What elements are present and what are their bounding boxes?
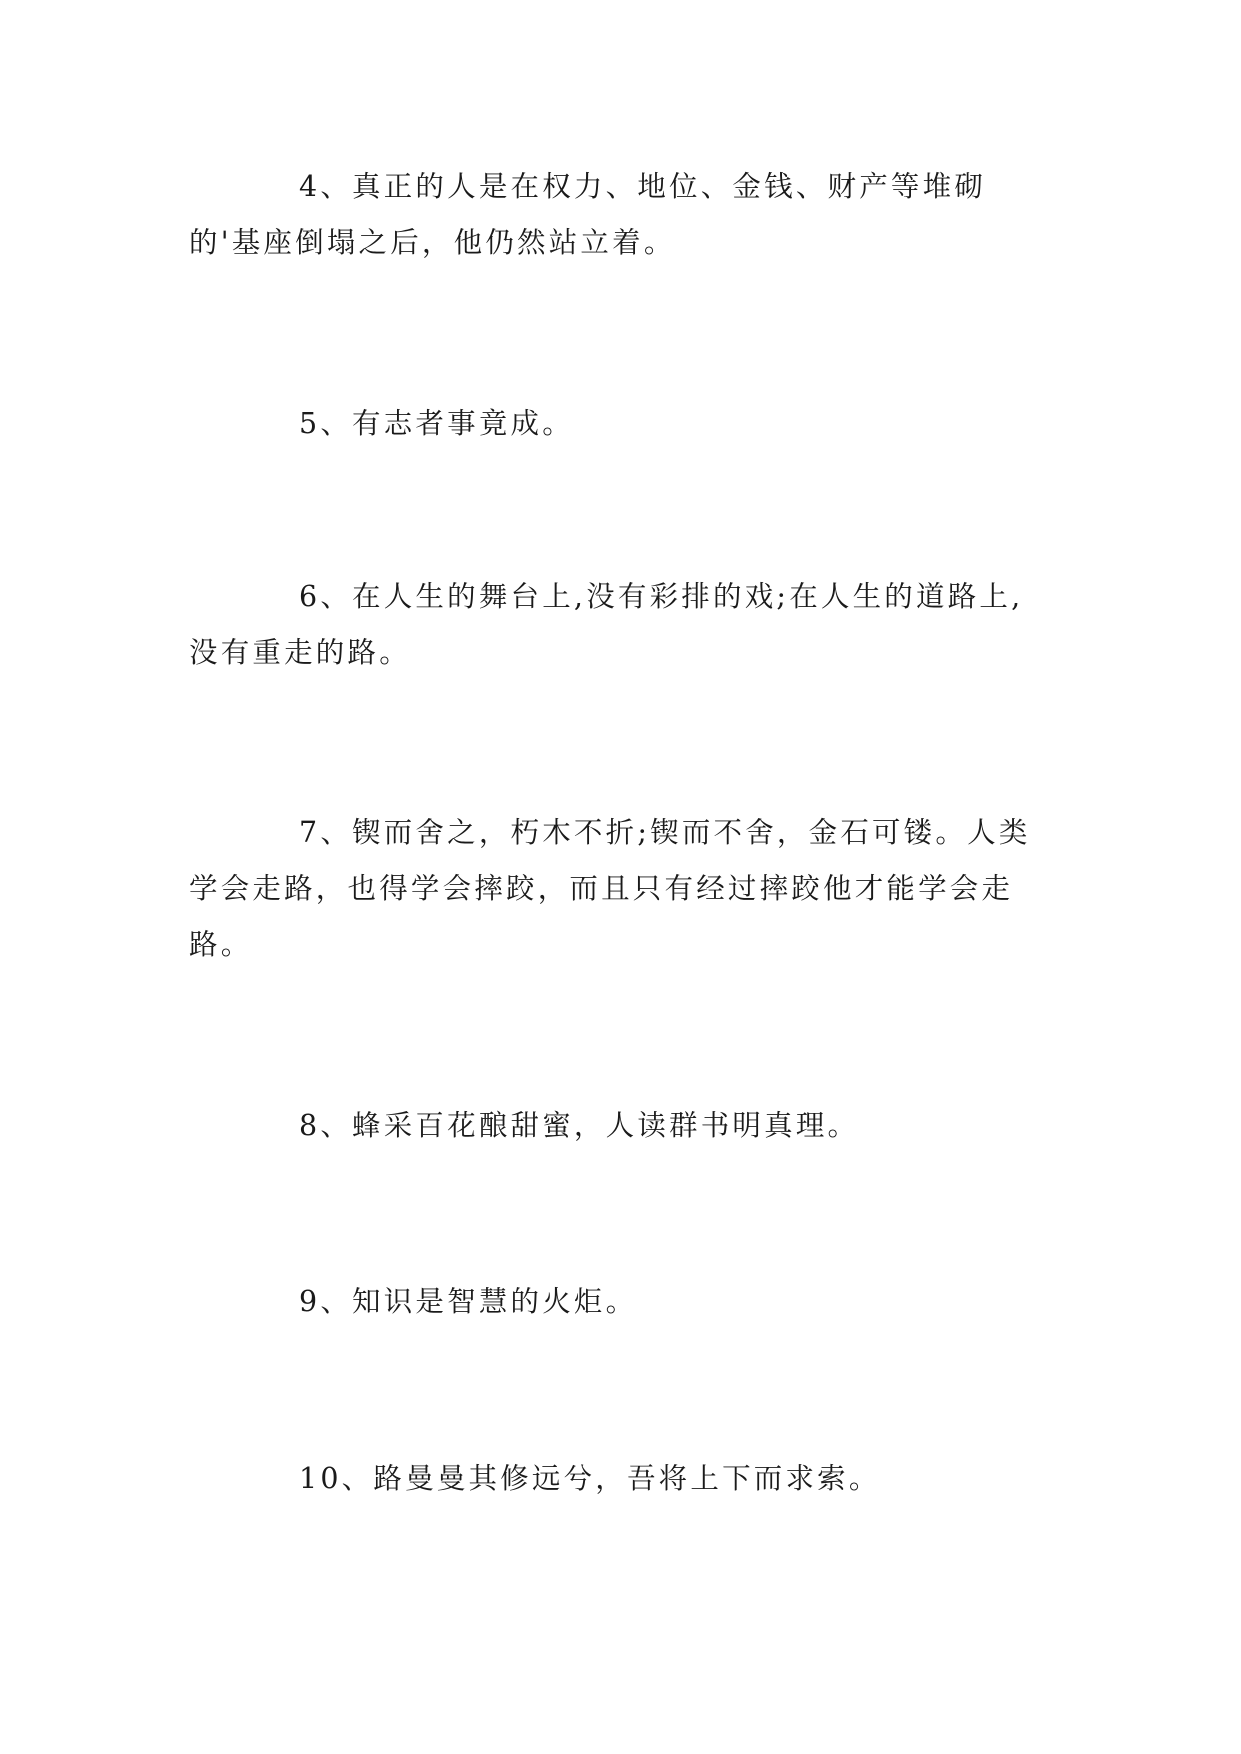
quote-paragraph-4: 4、真正的人是在权力、地位、金钱、财产等堆砌的'基座倒塌之后，他仍然站立着。 — [189, 170, 987, 259]
quote-paragraph-6: 6、在人生的舞台上,没有彩排的戏;在人生的道路上,没有重走的路。 — [189, 580, 1024, 669]
quote-paragraph-7: 7、锲而舍之，朽木不折;锲而不舍，金石可镂。人类学会走路，也得学会摔跤，而且只有经过摔跤他才能学会走路。 — [189, 816, 1031, 961]
quote-paragraph-10: 10、路曼曼其修远兮，吾将上下而求索。 — [299, 1462, 881, 1495]
quote-paragraph-5: 5、有志者事竟成。 — [299, 407, 574, 440]
quote-paragraph-9: 9、知识是智慧的火炬。 — [299, 1285, 638, 1318]
quote-paragraph-8: 8、蜂采百花酿甜蜜，人读群书明真理。 — [299, 1109, 860, 1142]
